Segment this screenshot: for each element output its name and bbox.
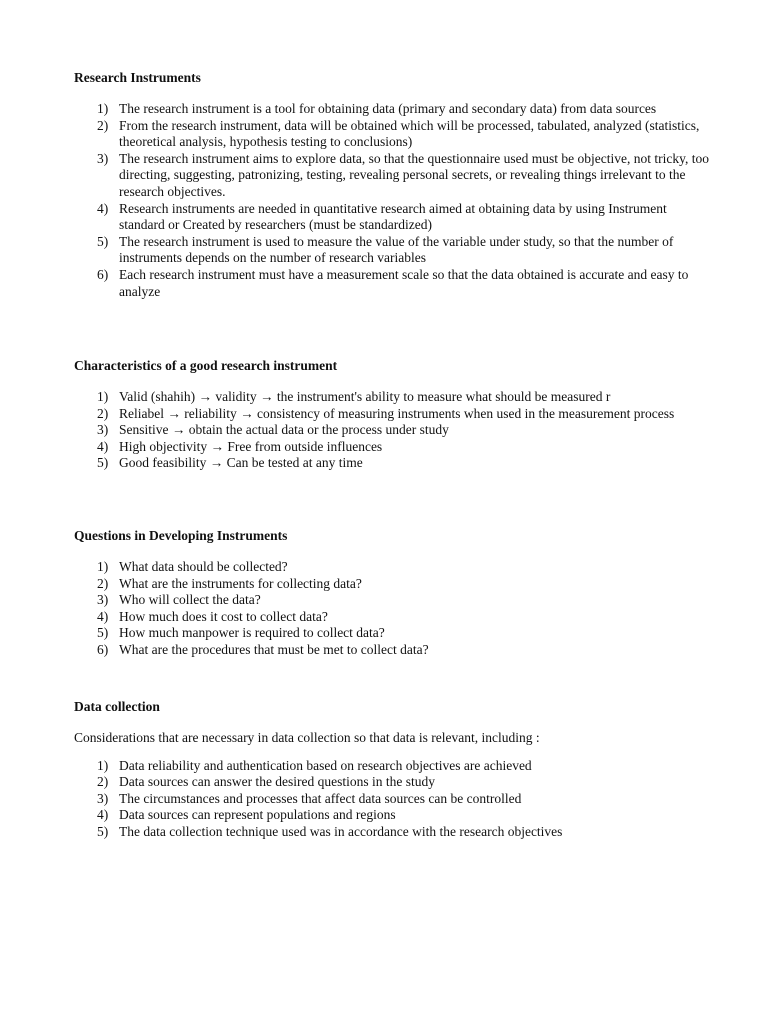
item-text: Data sources can represent populations and regions [119,807,396,823]
item-number: 5) [97,233,109,249]
section-heading: Research Instruments [74,70,201,85]
list-item [74,439,714,456]
item-number: 1) [97,559,109,574]
list-item [74,625,714,642]
item-text: Research instruments are needed in quantitative research aimed at obtaining data by using Instrument standard or Created by researchers (must be standardized) [119,200,667,233]
item-text: How much does it cost to collect data? [119,608,328,624]
item-text: Valid (shahih) → validity → the instrument's ability to measure what should be measured r [119,389,611,404]
section-characteristics [74,358,714,472]
item-number: 5) [97,823,109,839]
item-text: Reliabel → reliability → consistency of measuring instruments when used in the measurement process [119,405,675,421]
item-text: What are the procedures that must be met to collect data? [119,641,429,657]
item-text: Each research instrument must have a measurement scale so that the data obtained is accurate and easy to analyze [119,266,689,299]
item-text: Data reliability and authentication based on research objectives are achieved [119,757,532,773]
section-research-instruments [74,70,714,300]
list-item [74,807,714,824]
list-item [74,455,714,472]
list-item [74,201,714,234]
list-item [74,576,714,593]
list-item [74,422,714,439]
item-number: 6) [97,266,109,282]
list-item [74,151,714,201]
section-questions [74,528,714,659]
item-number: 2) [97,575,109,591]
item-number: 4) [97,608,109,624]
item-text: How much manpower is required to collect data? [119,625,385,641]
item-number: 4) [97,200,109,216]
list-item [74,758,714,775]
numbered-list [74,389,714,472]
item-number: 3) [97,422,109,438]
item-number: 5) [97,455,109,471]
numbered-list [74,101,714,300]
item-number: 1) [97,757,109,773]
item-number: 4) [97,438,109,454]
item-text: The research instrument is used to measure the value of the variable under study, so that the number of instruments depends on the number of research variables [119,233,674,266]
item-number: 4) [97,807,109,823]
item-text: The research instrument aims to explore data, so that the questionnaire used must be objective, not tricky, too directing, suggesting, patronizing, testing, revealing personal secrets, or revealing things irrelevant to the research objectives. [119,150,709,199]
section-heading: Questions in Developing Instruments [74,528,288,543]
item-number: 3) [97,150,109,166]
list-item [74,791,714,808]
numbered-list [74,559,714,659]
list-item [74,118,714,151]
item-number: 2) [97,405,109,421]
item-text: The research instrument is a tool for obtaining data (primary and secondary data) from data sources [119,101,657,116]
list-item [74,824,714,841]
item-number: 3) [97,790,109,806]
list-item [74,642,714,659]
list-item [74,234,714,267]
list-item [74,406,714,423]
section-intro: Considerations that are necessary in data collection so that data is relevant, including : [74,730,540,745]
item-number: 5) [97,625,109,641]
list-item [74,267,714,300]
item-number: 3) [97,592,109,608]
list-item [74,389,714,406]
item-text: The data collection technique used was in accordance with the research objectives [119,823,563,839]
numbered-list [74,758,714,841]
item-number: 2) [97,117,109,133]
item-text: High objectivity → Free from outside influences [119,438,383,454]
item-number: 1) [97,101,109,116]
list-item [74,101,714,118]
section-heading: Characteristics of a good research instrument [74,358,338,373]
item-text: Data sources can answer the desired questions in the study [119,774,436,790]
item-number: 6) [97,641,109,657]
section-data-collection [74,699,714,841]
list-item [74,609,714,626]
item-text: Good feasibility → Can be tested at any time [119,455,363,471]
item-text: What data should be collected? [119,559,288,574]
item-number: 2) [97,774,109,790]
list-item [74,559,714,576]
list-item [74,592,714,609]
list-item [74,774,714,791]
section-heading: Data collection [74,699,160,714]
item-text: Who will collect the data? [119,592,261,608]
item-text: Sensitive → obtain the actual data or the process under study [119,422,449,438]
item-text: From the research instrument, data will be obtained which will be processed, tabulated, analyzed (statistics, theoretical analysis, hypothesis testing to conclusions) [119,117,700,150]
item-number: 1) [97,389,109,404]
item-text: What are the instruments for collecting data? [119,575,362,591]
item-text: The circumstances and processes that affect data sources can be controlled [119,790,522,806]
